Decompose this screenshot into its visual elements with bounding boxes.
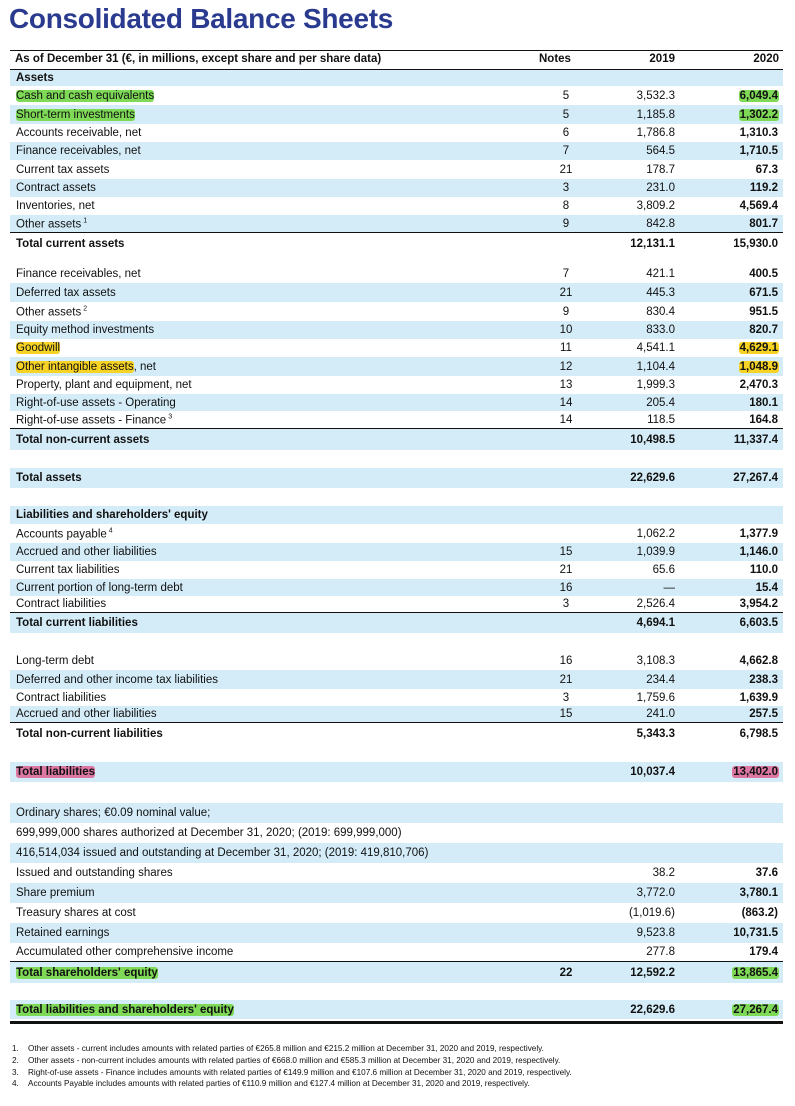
value-2020: 15,930.0 (733, 237, 778, 250)
value-2019: 118.5 (647, 413, 675, 426)
footnote-marker: 4 (108, 527, 113, 535)
value-2020: 1,146.0 (739, 546, 778, 558)
value-2019: 12,131.1 (630, 237, 675, 250)
row-label: Accounts receivable, net (16, 127, 142, 139)
footnote-3: 3. Right-of-use assets - Finance includes amounts with related parties of €149.9 million and €107.6 million at December 31, 2020 and 2019, respectively. (12, 1067, 572, 1077)
value-2019: 38.2 (652, 867, 675, 879)
table-row-total-non-current-assets (10, 428, 783, 450)
row-label: Accrued and other liabilities (16, 546, 157, 558)
value-2020: 1,710.5 (739, 145, 778, 157)
table-row-finance-receivables-net (10, 142, 783, 160)
value-2019: 830.4 (646, 305, 675, 318)
value-2019: 4,541.1 (636, 342, 675, 354)
value-2020: 27,267.4 (733, 472, 778, 484)
row-label: Liabilities and shareholders' equity (16, 509, 208, 521)
value-2020: 1,639.9 (739, 691, 778, 704)
row-notes: 14 (559, 413, 573, 426)
table-row-issued-and-outstanding-shares (10, 863, 783, 883)
table-row-contract-liabilities (10, 596, 783, 612)
table-row-accounts-receivable-net (10, 124, 783, 142)
value-2020: 10,731.5 (733, 927, 778, 939)
row-label: Current tax liabilities (16, 564, 120, 576)
row-label: Goodwill (16, 342, 61, 354)
table-row-accounts-payable (10, 524, 783, 543)
value-2020: 27,267.4 (733, 1003, 778, 1016)
row-label: Contract liabilities (16, 691, 107, 704)
header-2020: 2020 (753, 53, 779, 65)
value-2020: 180.1 (749, 396, 778, 409)
footnote-4: 4. Accounts Payable includes amounts with related parties of €110.9 million and €127.4 million at December 31, 2020 and 2019, respectively. (12, 1079, 530, 1089)
value-2019: 3,809.2 (636, 200, 675, 212)
value-2020: 119.2 (749, 182, 778, 194)
value-2020: 6,049.4 (739, 89, 778, 102)
row-notes: 7 (562, 268, 570, 280)
table-row-liabilities-and-shareholders-equity (10, 506, 783, 524)
value-2019: 205.4 (646, 396, 675, 409)
value-2019: 12,592.2 (630, 966, 675, 979)
row-spacer (10, 254, 783, 265)
value-2019: 10,037.4 (630, 766, 675, 778)
value-2019: 2,526.4 (636, 598, 675, 610)
row-spacer (10, 782, 783, 803)
value-2019: 1,185.8 (636, 108, 675, 121)
value-2019: 3,108.3 (636, 654, 675, 667)
table-row-cash-and-cash-equivalents (10, 86, 783, 105)
value-2020: 801.7 (749, 217, 778, 230)
table-row-total-liabilities (10, 762, 783, 782)
row-label: Other intangible assets, net (16, 360, 157, 373)
value-2019: 22,629.6 (630, 1003, 675, 1016)
value-2020: 4,662.8 (739, 654, 778, 667)
footnote-2: 2. Other assets - non-current includes amounts with related parties of €668.0 million and €585.3 million at December 31, 2020 and 2019, respectively. (12, 1055, 561, 1065)
value-2020: 110.0 (749, 564, 778, 576)
value-2019: 3,532.3 (636, 89, 675, 102)
balance-sheet-table (10, 50, 783, 1024)
table-row-contract-liabilities (10, 689, 783, 706)
value-2020: 67.3 (755, 163, 778, 176)
row-notes: 5 (562, 89, 570, 102)
value-2020: 3,954.2 (739, 598, 778, 610)
value-2019: 1,062.2 (636, 527, 675, 540)
value-2020: 671.5 (749, 286, 778, 299)
row-label: Total assets (16, 472, 82, 484)
row-label: Cash and cash equivalents (16, 89, 155, 102)
row-label: Current tax assets (16, 163, 110, 176)
row-label: Right-of-use assets - Finance $^3$ (16, 413, 173, 426)
table-row-deferred-and-other-income-tax-liabilities (10, 670, 783, 689)
value-2020: 951.5 (749, 305, 778, 318)
table-row-total-liabilities-and-shareholders-equity (10, 1000, 783, 1019)
row-notes: 3 (562, 598, 570, 610)
row-notes: 16 (559, 581, 573, 594)
row-label: Other assets $^2$ (16, 305, 88, 318)
value-2020: 179.4 (749, 946, 778, 958)
table-row-total-shareholders-equity (10, 961, 783, 983)
table-row-other-intangible-assets (10, 357, 783, 376)
row-label: Deferred and other income tax liabilities (16, 673, 218, 686)
table-row-short-term-investments (10, 105, 783, 124)
value-2019: 22,629.6 (630, 472, 675, 484)
row-notes: 21 (559, 564, 573, 576)
table-row-treasury-shares-at-cost (10, 903, 783, 923)
row-label: Total shareholders' equity (16, 966, 158, 979)
row-label: Deferred tax assets (16, 286, 116, 299)
footnote-marker: 1 (83, 217, 88, 225)
value-2020: 13,402.0 (733, 766, 778, 778)
table-row-total-current-assets (10, 232, 783, 254)
row-notes: 21 (559, 286, 573, 299)
row-spacer (10, 745, 783, 762)
value-2019: 833.0 (646, 324, 675, 336)
row-label: Treasury shares at cost (16, 907, 136, 919)
row-label: Finance receivables, net (16, 268, 141, 280)
footnote-marker: 3 (168, 413, 173, 421)
row-notes: 13 (559, 379, 573, 391)
row-notes: 14 (559, 396, 573, 409)
table-row-inventories-net (10, 197, 783, 215)
footnotes (10, 1043, 785, 1090)
row-label: 416,514,034 issued and outstanding at December 31, 2020; (2019: 419,810,706) (16, 847, 429, 859)
value-2019: 277.8 (646, 946, 675, 958)
row-notes: 21 (559, 163, 573, 176)
row-spacer (10, 633, 783, 651)
value-2019: — (663, 581, 675, 594)
row-notes: 6 (562, 127, 570, 139)
value-2020: 6,603.5 (739, 617, 778, 629)
row-label: Other assets $^1$ (16, 217, 88, 230)
value-2019: (1,019.6) (628, 907, 675, 919)
value-2020: 2,470.3 (739, 379, 778, 391)
page-title: Consolidated Balance Sheets (9, 3, 394, 34)
value-2019: 5,343.3 (636, 728, 675, 740)
value-2020: 238.3 (749, 673, 778, 686)
table-row-accumulated-other-comprehensive-income (10, 943, 783, 961)
table-bottom-rule (10, 1021, 783, 1024)
value-2019: 234.4 (646, 673, 675, 686)
row-notes: 9 (562, 217, 570, 230)
header-2019: 2019 (649, 53, 675, 65)
row-notes: 10 (559, 324, 573, 336)
row-notes: 5 (562, 108, 570, 121)
value-2020: 1,310.3 (739, 127, 778, 139)
table-row-long-term-debt (10, 651, 783, 670)
value-2020: 820.7 (749, 324, 778, 336)
value-2020: 1,302.2 (739, 108, 778, 121)
row-label: Property, plant and equipment, net (16, 379, 192, 391)
value-2020: (863.2) (741, 907, 778, 919)
row-notes: 8 (562, 200, 570, 212)
value-2019: 10,498.5 (630, 433, 675, 446)
row-label: Long-term debt (16, 654, 94, 667)
value-2020: 13,865.4 (733, 966, 778, 979)
value-2020: 4,569.4 (739, 200, 778, 212)
value-2019: 3,772.0 (636, 887, 675, 899)
row-notes: 16 (559, 654, 573, 667)
row-label: Current portion of long-term debt (16, 581, 183, 594)
value-2020: 4,629.1 (739, 342, 778, 354)
row-label: Total current liabilities (16, 617, 138, 629)
table-row-deferred-tax-assets (10, 283, 783, 302)
value-2019: 231.0 (646, 182, 675, 194)
row-notes: 21 (559, 673, 573, 686)
row-label: Accounts payable $^4$ (16, 527, 113, 540)
table-row-total-current-liabilities (10, 612, 783, 633)
value-2019: 1,999.3 (636, 379, 675, 391)
row-label: Accrued and other liabilities (16, 708, 157, 720)
value-2019: 1,759.6 (636, 691, 675, 704)
table-row-current-tax-liabilities (10, 561, 783, 579)
table-header (10, 50, 783, 70)
row-spacer (10, 983, 783, 1000)
table-row-other-assets (10, 302, 783, 321)
row-label: Equity method investments (16, 324, 155, 336)
row-notes: 3 (562, 182, 570, 194)
table-row-416-514-034-issued-and-outstanding-at-december-31-2020-2019-419-810-706 (10, 843, 783, 863)
value-2020: 3,780.1 (739, 887, 778, 899)
value-2020: 164.8 (749, 413, 778, 426)
table-body (10, 70, 783, 1019)
row-label: Total current assets (16, 237, 125, 250)
row-label: Right-of-use assets - Operating (16, 396, 176, 409)
value-2019: 178.7 (646, 163, 675, 176)
row-spacer (10, 488, 783, 506)
table-row-property-plant-and-equipment-net (10, 376, 783, 394)
row-notes: 22 (559, 966, 573, 979)
table-row-current-tax-assets (10, 160, 783, 179)
value-2020: 1,048.9 (739, 360, 778, 373)
value-2019: 241.0 (646, 708, 675, 720)
table-row-total-assets (10, 468, 783, 488)
table-row-ordinary-shares-0-09-nominal-value (10, 803, 783, 823)
row-label: Total non-current liabilities (16, 728, 163, 740)
value-2019: 842.8 (646, 217, 675, 230)
table-row-accrued-and-other-liabilities (10, 706, 783, 722)
row-label: Contract liabilities (16, 598, 107, 610)
table-row-goodwill (10, 339, 783, 357)
table-row-share-premium (10, 883, 783, 903)
table-row-contract-assets (10, 179, 783, 197)
row-label: Contract assets (16, 182, 96, 194)
row-label: Total non-current assets (16, 433, 150, 446)
row-notes: 11 (560, 342, 572, 354)
value-2019: 564.5 (646, 145, 675, 157)
row-label: Retained earnings (16, 927, 110, 939)
value-2019: 445.3 (646, 286, 675, 299)
header-notes: Notes (539, 53, 571, 65)
value-2019: 1,786.8 (636, 127, 675, 139)
table-row-total-non-current-liabilities (10, 722, 783, 745)
row-notes: 15 (559, 546, 573, 558)
value-2019: 1,104.4 (636, 360, 675, 373)
table-row-accrued-and-other-liabilities (10, 543, 783, 561)
value-2020: 37.6 (755, 867, 778, 879)
table-row-699-999-000-shares-authorized-at-december-31-2020-2019-699-999-000 (10, 823, 783, 843)
row-notes: 15 (559, 708, 573, 720)
table-row-retained-earnings (10, 923, 783, 943)
row-label: Short-term investments (16, 108, 135, 121)
row-label: Assets (16, 72, 54, 84)
row-label: Inventories, net (16, 200, 95, 212)
value-2019: 4,694.1 (636, 617, 675, 629)
table-row-right-of-use-assets-finance (10, 411, 783, 428)
row-label: 699,999,000 shares authorized at December 31, 2020; (2019: 699,999,000) (16, 827, 402, 839)
row-notes: 9 (562, 305, 570, 318)
value-2020: 15.4 (755, 581, 778, 594)
row-notes: 7 (562, 145, 570, 157)
table-row-assets (10, 70, 783, 86)
row-notes: 12 (559, 360, 573, 373)
value-2020: 1,377.9 (739, 527, 778, 540)
table-row-other-assets (10, 215, 783, 232)
row-label: Total liabilities (16, 766, 96, 778)
table-row-right-of-use-assets-operating (10, 394, 783, 411)
value-2019: 65.6 (652, 564, 675, 576)
value-2020: 400.5 (749, 268, 778, 280)
value-2019: 421.1 (646, 268, 675, 280)
row-label: Issued and outstanding shares (16, 867, 173, 879)
row-label: Ordinary shares; €0.09 nominal value; (16, 807, 211, 819)
footnote-marker: 2 (83, 305, 88, 313)
value-2020: 6,798.5 (739, 728, 778, 740)
table-row-finance-receivables-net (10, 265, 783, 283)
row-label: Accumulated other comprehensive income (16, 946, 234, 958)
value-2019: 1,039.9 (636, 546, 675, 558)
value-2020: 11,337.4 (733, 433, 778, 446)
row-label: Share premium (16, 887, 95, 899)
table-row-current-portion-of-long-term-debt (10, 579, 783, 596)
table-row-equity-method-investments (10, 321, 783, 339)
value-2019: 9,523.8 (636, 927, 675, 939)
value-2020: 257.5 (749, 708, 778, 720)
row-label: Finance receivables, net (16, 145, 141, 157)
footnote-1: 1. Other assets - current includes amounts with related parties of €265.8 million and €215.2 million at December 31, 2020 and 2019, respectively. (12, 1044, 544, 1053)
row-label: Total liabilities and shareholders' equity (16, 1003, 234, 1016)
row-notes: 3 (562, 691, 570, 704)
row-spacer (10, 450, 783, 468)
header-label: As of December 31 (€, in millions, except share and per share data) (15, 53, 382, 65)
